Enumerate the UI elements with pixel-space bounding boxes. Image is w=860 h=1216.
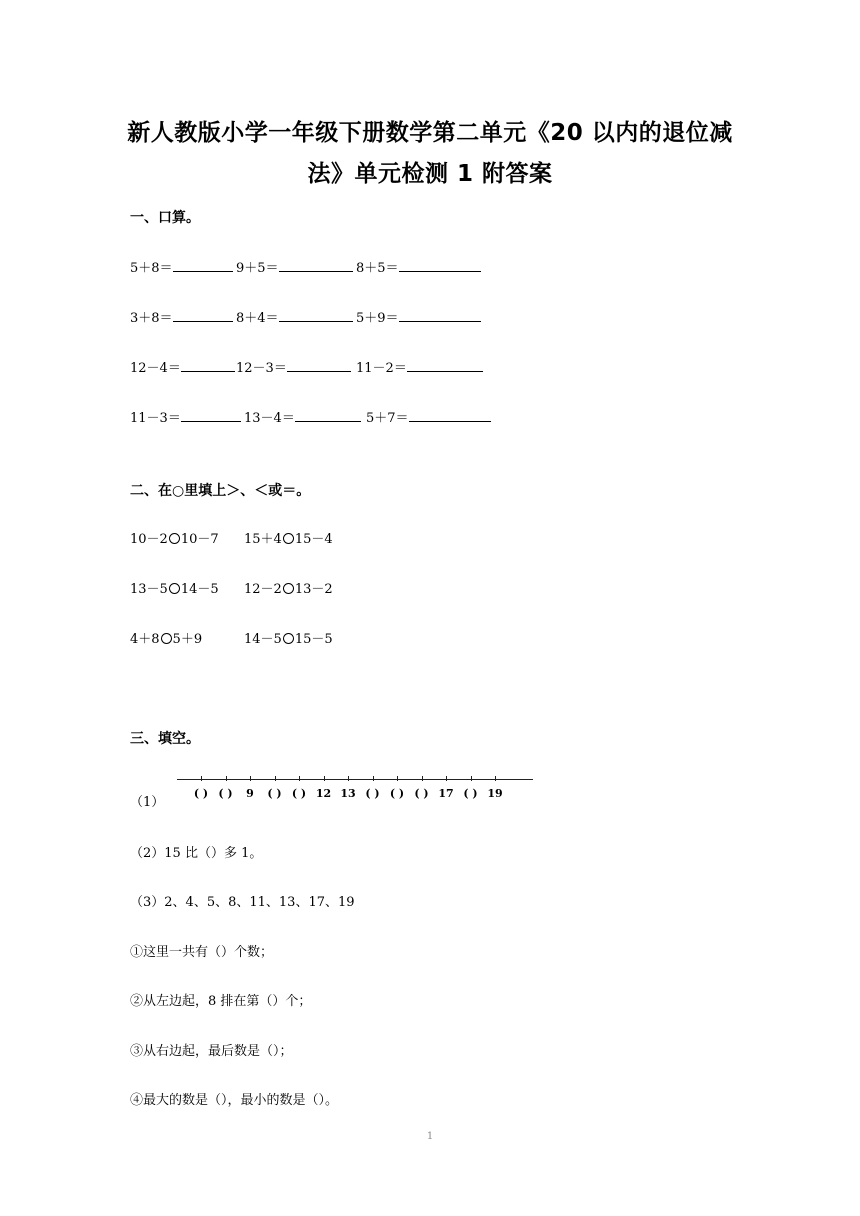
number-line-tick: [226, 776, 227, 781]
question-3: （3）2、4、5、8、11、13、17、19: [130, 895, 355, 910]
number-line-tick: [471, 776, 472, 781]
expression: 8＋5＝: [356, 261, 399, 276]
number-line: [177, 772, 537, 806]
number-line-blank[interactable]: ( ): [193, 787, 209, 800]
expression: 11－3＝: [130, 411, 181, 426]
number-line-tick: [275, 776, 276, 781]
number-line-tick: [324, 776, 325, 781]
number-line-tick: [348, 776, 349, 781]
expression: 12－3＝: [236, 361, 287, 376]
number-line-tick: [201, 776, 202, 781]
answer-blank[interactable]: [173, 258, 233, 272]
expression: 11－2＝: [356, 361, 407, 376]
section2-heading: 二、在○里填上＞、＜或＝。: [130, 483, 311, 499]
answer-blank[interactable]: [295, 408, 361, 422]
number-line-label: 19: [487, 787, 503, 800]
answer-blank[interactable]: [407, 358, 483, 372]
number-line-label: 17: [438, 787, 454, 800]
number-line-tick: [250, 776, 251, 781]
number-line-tick: [495, 776, 496, 781]
expression: 5＋8＝: [130, 261, 173, 276]
document-title-line2: 法》单元检测 1 附答案: [307, 161, 553, 187]
number-line-tick: [446, 776, 447, 781]
answer-blank[interactable]: [287, 358, 351, 372]
compare-circle[interactable]: [283, 583, 294, 594]
compare-circle[interactable]: [283, 533, 294, 544]
number-line-blank[interactable]: ( ): [291, 787, 307, 800]
compare-item: 4＋8 5＋9: [130, 632, 203, 647]
section3-heading: 三、填空。: [130, 731, 200, 747]
question-2: （2）15 比（）多 1。: [130, 846, 263, 861]
compare-item: 14－5 15－5: [244, 632, 333, 647]
expression: 12－4＝: [130, 361, 181, 376]
number-line-tick: [422, 776, 423, 781]
expression: 8＋4＝: [236, 311, 279, 326]
number-line-blank[interactable]: ( ): [365, 787, 380, 800]
question-3-item: ②从左边起，8 排在第（）个；: [130, 994, 312, 1009]
number-line-tick: [373, 776, 374, 781]
number-line-label: 13: [340, 787, 356, 800]
compare-circle[interactable]: [283, 633, 294, 644]
compare-item: 10－2 10－7: [130, 532, 219, 547]
answer-blank[interactable]: [181, 408, 241, 422]
question-1-label: （1）: [130, 795, 165, 810]
number-line-label: 9: [246, 787, 254, 800]
answer-blank[interactable]: [399, 308, 481, 322]
number-line-tick: [299, 776, 300, 781]
expression: 5＋9＝: [356, 311, 399, 326]
answer-blank[interactable]: [409, 408, 491, 422]
question-3-item: ③从右边起，最后数是（）；: [130, 1044, 293, 1059]
number-line-blank[interactable]: ( ): [218, 787, 233, 800]
answer-blank[interactable]: [399, 258, 481, 272]
page-number: 1: [426, 1131, 434, 1142]
expression: 9＋5＝: [236, 261, 279, 276]
section1-heading: 一、口算。: [130, 210, 200, 226]
number-line-blank[interactable]: ( ): [267, 787, 282, 800]
compare-item: 12－2 13－2: [244, 582, 333, 597]
answer-blank[interactable]: [279, 258, 353, 272]
expression: 5＋7＝: [366, 411, 409, 426]
compare-item: 13－5 14－5: [130, 582, 219, 597]
number-line-tick: [397, 776, 398, 781]
number-line-blank[interactable]: ( ): [389, 787, 405, 800]
compare-circle[interactable]: [169, 583, 180, 594]
number-line-axis: [177, 779, 533, 780]
number-line-blank[interactable]: ( ): [414, 787, 429, 800]
expression: 3＋8＝: [130, 311, 173, 326]
compare-circle[interactable]: [169, 533, 180, 544]
expression: 13－4＝: [244, 411, 295, 426]
answer-blank[interactable]: [173, 308, 233, 322]
compare-item: 15＋4 15－4: [244, 532, 333, 547]
question-3-item: ①这里一共有（）个数；: [130, 945, 274, 960]
answer-blank[interactable]: [279, 308, 353, 322]
question-3-item: ④最大的数是（），最小的数是（）。: [130, 1093, 339, 1108]
number-line-label: 12: [315, 787, 332, 800]
number-line-blank[interactable]: ( ): [463, 787, 478, 800]
document-title-line1: 新人教版小学一年级下册数学第二单元《20 以内的退位减: [127, 120, 733, 146]
compare-circle[interactable]: [161, 633, 172, 644]
answer-blank[interactable]: [181, 358, 235, 372]
